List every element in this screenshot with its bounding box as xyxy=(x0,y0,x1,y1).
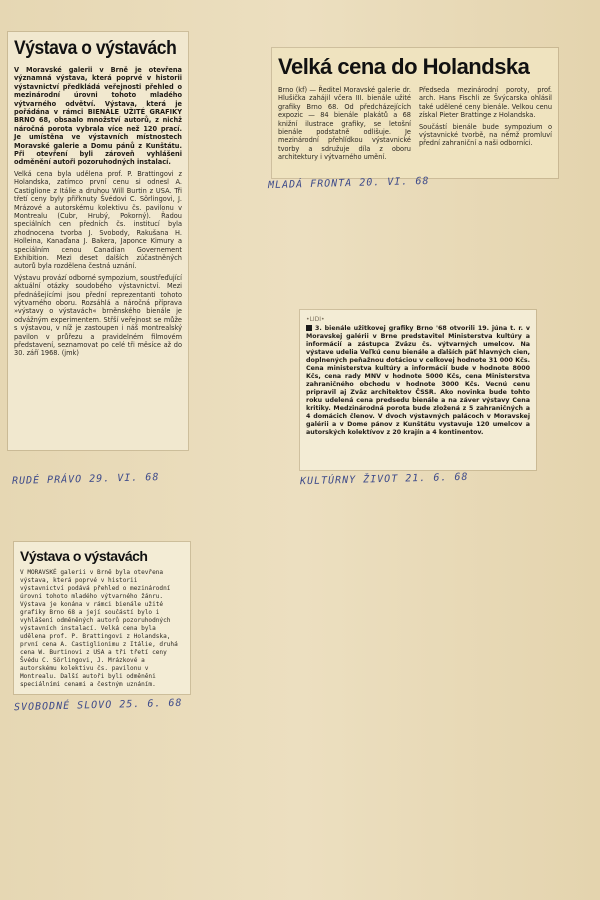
clipping-paragraph: Výstavu provází odborné sympozium, soustřeďující aktuální otázky soudobého výstavnictví. Mezi přednášejícími jsou přední reprezentanti tohoto výtvarného oboru. Rozsáhlá a náročná příprava »výstavy o výstavách« brněnského bienále je odvážným experimentem. Střší veřejnost se může s výstavou, v níž je zastoupen i náš montrealský pavilon v průřezu a pravidelném filmovém představení, seznamovat po celé tři měsíce až do 30. září 1968. (jmk) xyxy=(14,273,182,358)
clipping-paragraph xyxy=(306,325,530,437)
clipping-paragraph: V MORAVSKÉ galerii v Brně byla otevřena výstava, která poprvé v historii výstavnictví podává přehled o mezinárodní úrovni tohoto mladého výtvarného žánru. Výstava je konána v rámci bienále užité grafiky Brno 68 a její součástí bylo i vyhlášení odměněných autorů pozoruhodných výstavních instalací. Velká cena byla udělena prof. P. Brattingovi z Holandska, první cena A. Castiglionimu z Itálie, druhá cena W. Burtinovi z USA a tři třetí ceny Švédu C. Sörlingovi, J. Mrázkové a autorskému kolektivu čs. pavilonu v Montrealu. Další autoři byli odměněni speciálními cenami a čestným uznáním. xyxy=(20,569,178,688)
section-header: •LIDI• xyxy=(306,316,325,323)
clipping-title: Výstava o výstavách xyxy=(20,548,148,564)
source-stamp: KULTÚRNY ŽIVOT 21. 6. 68 xyxy=(299,471,469,488)
clipping-mlada-fronta xyxy=(272,48,558,178)
source-stamp: SVOBODNÉ SLOVO 25. 6. 68 xyxy=(13,697,183,714)
clipping-column: Předseda mezinárodní poroty, prof. arch. Hans Fischli ze Švýcarska ohlásil také udělené ceny bienále. Velkou cenu získal Pieter Brattinge z Holandska. xyxy=(419,86,552,120)
source-stamp: RUDÉ PRÁVO 29. VI. 68 xyxy=(11,472,160,487)
clipping-rude-pravo xyxy=(8,32,188,450)
square-bullet-icon xyxy=(306,325,312,331)
clipping-paragraph: Velká cena byla udělena prof. P. Brattingovi z Holandska, zatímco první cenu si odnesl A. Castiglione z Itálie a druhou Will Burtin z USA. Tři třetí ceny byly přiřknuty Švédovi C. Sörlingovi, J. Mrázové a autorskému kolektivu čs. pavilonu v Montrealu (Cubr, Hrubý, Pokorný). Řadou speciálních cen předních čs. institucí byla zhodnocena tvorba J. Svobody, Rakušana H. Holleina, Kanaďana J. Bakera, Japonce Kimury a speciálním cenou Canadian Governement Exhibition. Mezi deset dalších zúčastněných autorů byla rozdělena čestná uznání. xyxy=(14,169,182,271)
clipping-kulturny-zivot xyxy=(300,310,536,470)
clipping-text: 3. bienále užitkovej grafiky Brno '68 otvorili 19. júna t. r. v Moravskej galérii v Brne predstavitel Ministerstva kultúry a informácií a zástupca Zväzu čs. výtvarných umelcov. Na výstave udelia Veľkú cenu bienále a ďalších päť hlavných cien, doplnených peňažnou dotáciou v celkovej hodnote 31 000 Kčs. Cena ministerstva kultúry a informácií bude v hodnote 8000 Kčs, cena rady MNV v hodnote 5000 Kčs, cena Ministerstva zahraničného obchodu v hodnote 3000 Kčs. Vecnú cenu pripravil aj Zväz architektov ČSSR. Ako novinka bude tohto roku udelená cena predsedu bienále a na záver výstavy Cena kritiky. Medzinárodná porota bude zložená z 5 zahraničných a 4 domácich členov. V dvoch výstavných palácoch v Moravskej galérii a v Dome pánov z Kunštátu vystavuje 120 umelcov a autorských kolektívov z 20 krajín a 4 kontinentov. xyxy=(306,325,530,436)
clipping-svobodne-slovo xyxy=(14,542,190,694)
clipping-title: Velká cena do Holandska xyxy=(278,54,530,79)
clipping-lead-paragraph: V Moravské galerii v Brně je otevřena významná výstava, která poprvé v historii výstavnictví předkládá veřejnosti přehled o mezinárodní úrovni tohoto mladého výtvarného odvětví. Výstava, která je pořádána v rámci BIENÁLE UŽITÉ GRAFIKY BRNO 68, obsaalo množství autorů, z nichž náročná porota vybrala více než 120 prací. Je umístěna ve výstavních místnostech Moravské galerie a Domu pánů z Kunštátu. Při otevření byli zároveň vyhlášeni odměnění autoři pozoruhodných instalací. xyxy=(14,66,182,167)
source-stamp: MLADÁ FRONTA 20. VI. 68 xyxy=(267,175,430,192)
clipping-column: Součástí bienále bude sympozium o výstavnické tvorbě, na němž promluví přední zahraniční a naši odborníci. xyxy=(419,122,552,148)
clipping-title: Výstava o výstavách xyxy=(14,38,177,59)
clipping-column: Brno (kf) — Ředitel Moravské galerie dr. Hlušička zahájil včera III. bienále užité grafiky Brno 68. Od předcházejících expozic — 84 bienále plakátů a 68 knižní ilustrace grafiky, se letošní bienále podstatně odlišuje. Je mezinárodní přehlídkou výstavnické tvorby a sdružuje díla z oboru architektury i výtvarného umění. xyxy=(278,86,411,162)
